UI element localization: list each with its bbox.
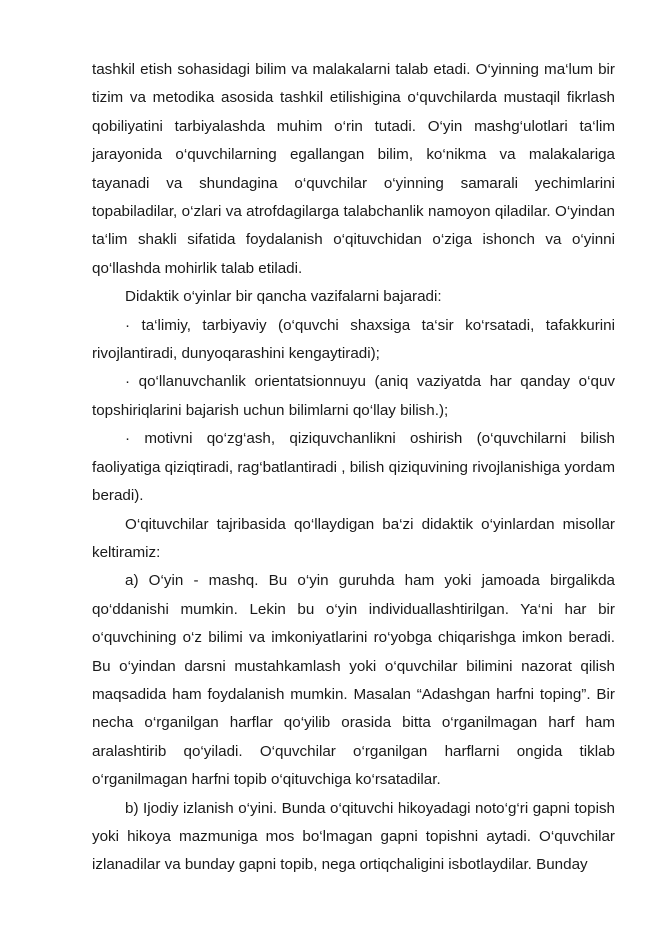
paragraph-example-b: b) Ijodiy izlanish o‘yini. Bunda o‘qituvchi hikoyadagi noto‘g‘ri gapni topish yoki hikoya mazmuniga mos bo‘lmagan gapni topishni aytadi. O‘quvchilar izlanadilar va bunday gapni topib, nega ortiqchaligini isbotlaydilar. Bunday: [92, 799, 615, 874]
paragraph-examples-intro: O‘qituvchilar tajribasida qo‘llaydigan ba‘zi didaktik o‘yinlardan misollar keltiramiz:: [92, 515, 615, 561]
paragraph-functions-heading: Didaktik o‘yinlar bir qancha vazifalarni bajaradi:: [125, 288, 442, 306]
list-item-motivation: · motivni qo‘zg‘ash, qiziquvchanlikni oshirish (o‘quvchilarni bilish faoliyatiga qiziqtiradi, rag‘batlantiradi , bilish qiziquvining rivojlanishiga yordam beradi).: [92, 430, 615, 505]
list-item-educational: · ta‘limiy, tarbiyaviy (o‘quvchi shaxsiga ta‘sir ko‘rsatadi, tafakkurini rivojlantiradi, dunyoqarashini kengaytiradi);: [92, 316, 615, 363]
paragraph-intro: tashkil etish sohasidagi bilim va malakalarni talab etadi. O‘yinning ma‘lum bir tizim va metodika asosida tashkil etilishigina o‘quvchilarda mustaqil fikrlash qobiliyatini tarbiyalashda muhim o‘rin tutadi. O‘yin mashg‘ulotlari ta‘lim jarayonida o‘quvchilarning egallangan bilim, ko‘nikma va malakalariga tayanadi va shundagina o‘quvchilar o‘yinning samarali yechimlarini topabiladilar, o‘zlari va atrofdagilarga talabchanlik namoyon qiladilar. O‘yindan ta‘lim shakli sifatida foydalanish o‘qituvchidan o‘ziga ishonch va o‘yinni qo‘llashda mohirlik talab etiladi.: [92, 61, 615, 277]
list-item-applicability: · qo‘llanuvchanlik orientatsionnuyu (aniq vaziyatda har qanday o‘quv topshiriqlarini bajarish uchun bilimlarni qo‘llay bilish.);: [92, 373, 615, 419]
document-page: [92, 56, 615, 880]
paragraph-example-a: a) O‘yin - mashq. Bu o‘yin guruhda ham yoki jamoada birgalikda qo‘ddanishi mumkin. Lekin bu o‘yin individuallashtirilgan. Ya‘ni har bir o‘quvchining o‘z bilimi va imkoniyatlarini ro‘yobga chiqarishga imkon beradi. Bu o‘yindan darsni mustahkamlash yoki o‘quvchilar bilimini nazorat qilish maqsadida ham foydalanish mumkin. Masalan “Adashgan harfni toping”. Bir necha o‘rganilgan harflar qo‘yilib orasida bitta o‘rganilmagan harf ham aralashtirib qo‘yiladi. O‘quvchilar o‘rganilgan harflarni ongida tiklab o‘rganilmagan harfni topib o‘qituvchiga ko‘rsatadilar.: [92, 572, 615, 789]
